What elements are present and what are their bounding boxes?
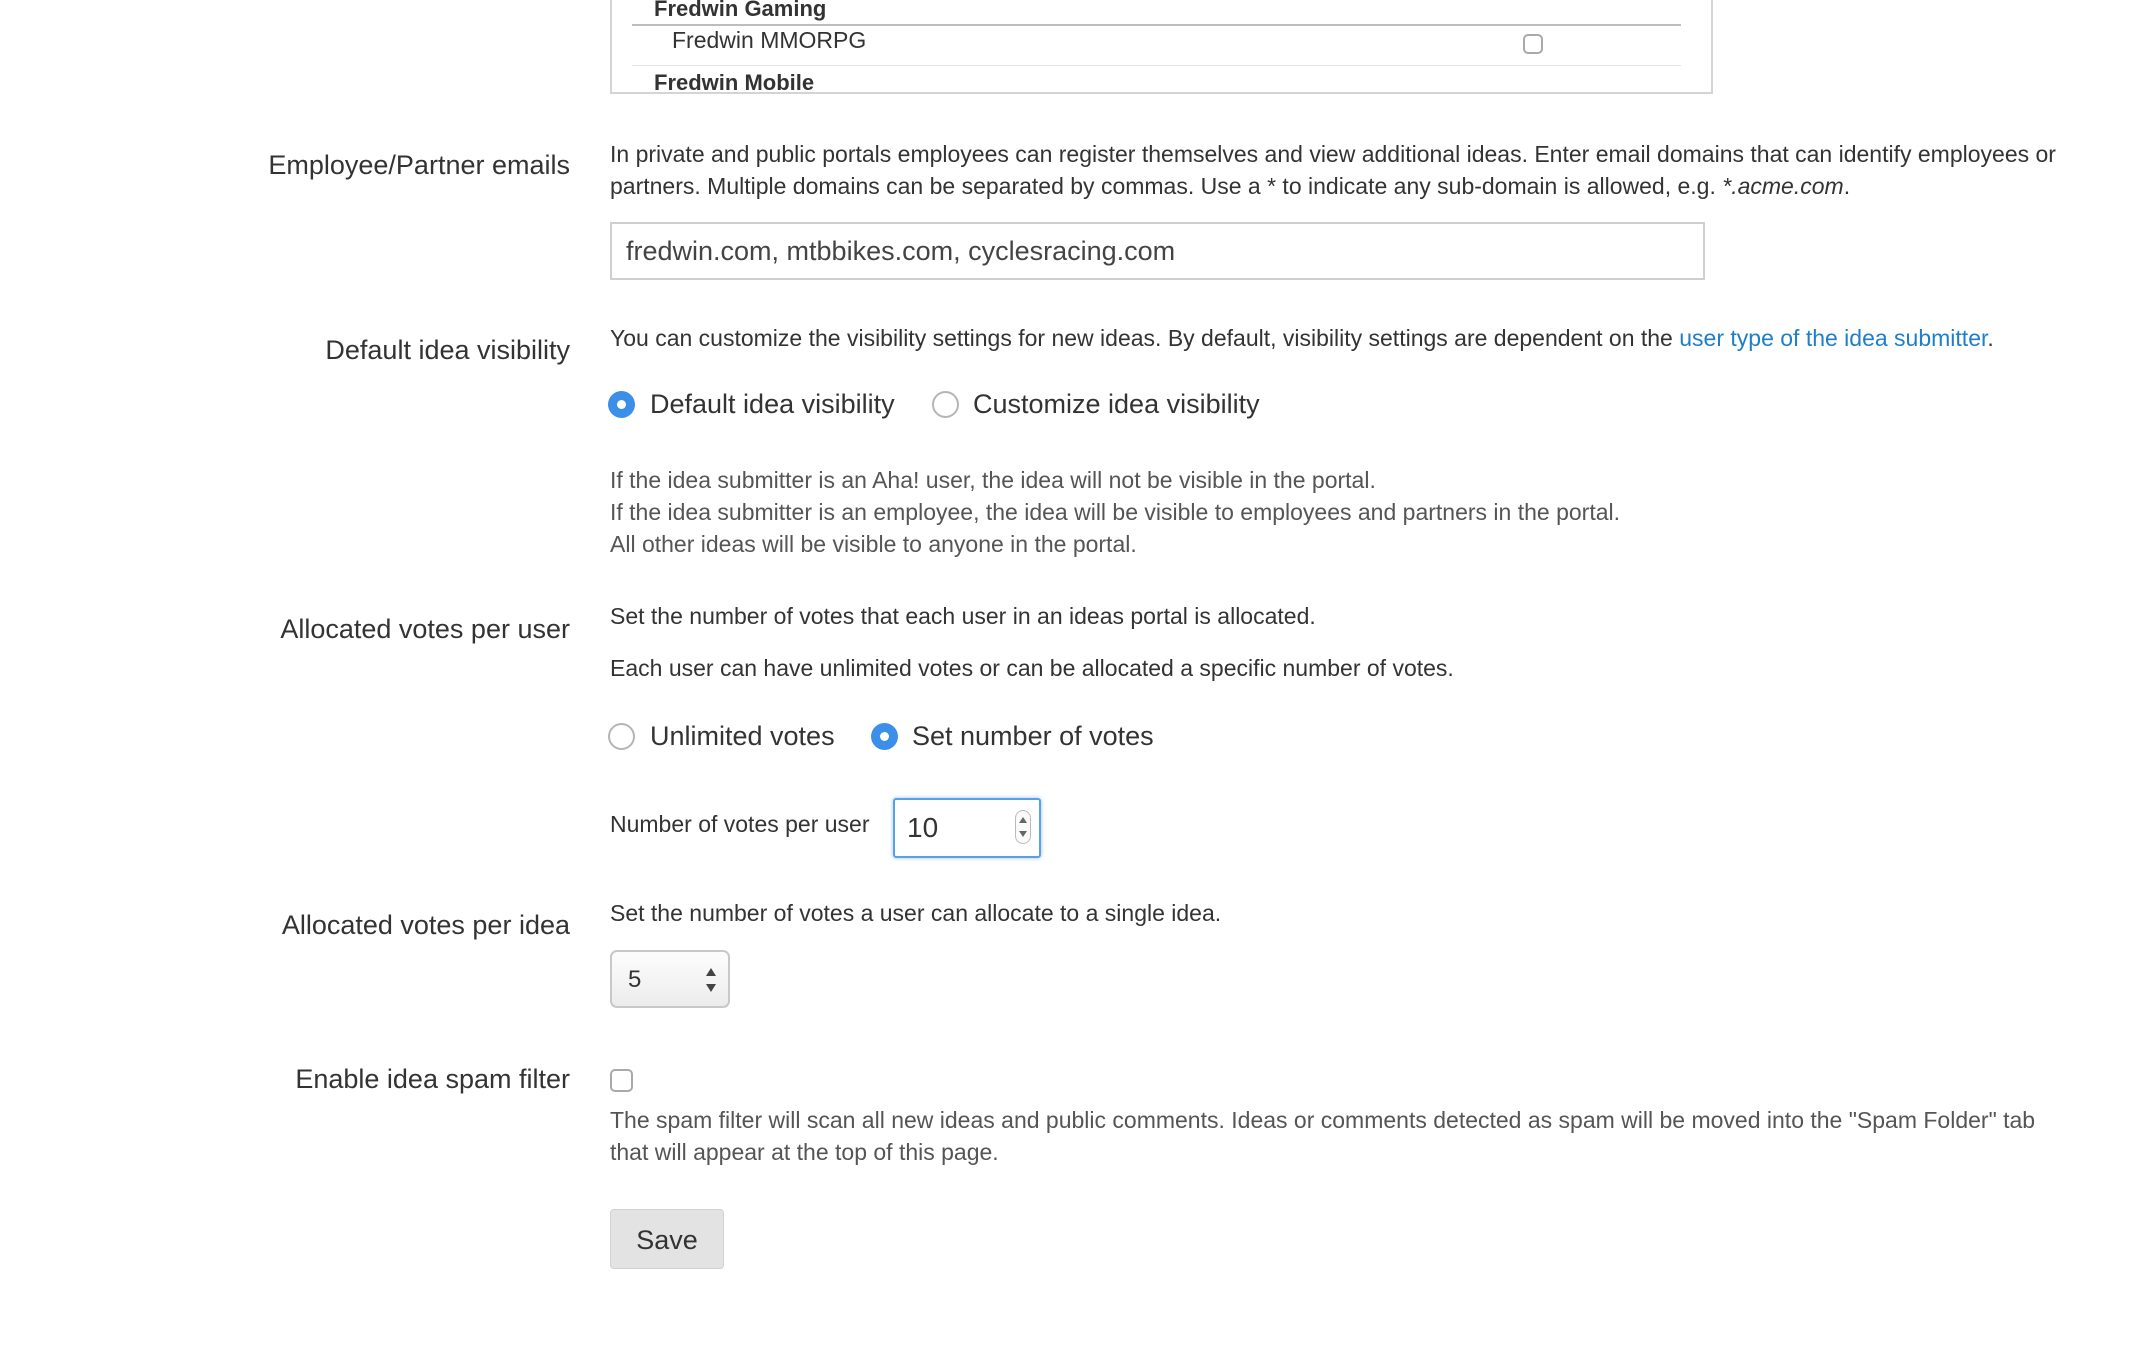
idea-visibility-description	[610, 322, 1994, 354]
spam-filter-desc-line2: that will appear at the top of this page.	[610, 1139, 999, 1165]
spam-filter-desc-line1: The spam filter will scan all new ideas and public comments. Ideas or comments detected as spam will be moved into the "Spam Folder" tab	[610, 1107, 2036, 1133]
select-arrows-icon	[706, 968, 716, 992]
desc-text: You can customize the visibility settings for new ideas. By default, visibility settings are dependent on the	[610, 325, 1680, 351]
product-group-title: Fredwin Mobile	[654, 70, 815, 94]
unlimited-votes-radio-label[interactable]: Unlimited votes	[650, 721, 835, 751]
spam-filter-description	[610, 1104, 2035, 1168]
votes-per-idea-description: Set the number of votes a user can allocate to a single idea.	[610, 900, 1222, 926]
employee-emails-desc-line2	[610, 170, 2154, 202]
arrow-down-icon	[706, 984, 716, 992]
votes-per-user-number-input[interactable]	[893, 798, 1041, 858]
visibility-info-line: If the idea submitter is an Aha! user, the idea will not be visible in the portal.	[610, 467, 1376, 493]
votes-per-user-desc2: Each user can have unlimited votes or can be allocated a specific number of votes.	[610, 655, 1454, 681]
votes-per-idea-select[interactable]	[610, 950, 730, 1008]
votes-per-idea-label: Allocated votes per idea	[281, 910, 570, 940]
votes-per-user-label: Allocated votes per user	[280, 614, 570, 644]
default-visibility-radio-label[interactable]: Default idea visibility	[650, 389, 895, 419]
spam-filter-checkbox[interactable]	[610, 1069, 633, 1092]
set-number-votes-radio-label[interactable]: Set number of votes	[912, 721, 1154, 751]
arrow-up-icon	[706, 968, 716, 976]
product-group-title: Fredwin Gaming	[654, 0, 827, 21]
votes-per-idea-select-value: 5	[628, 966, 642, 993]
visibility-info	[610, 464, 1620, 560]
number-spinner[interactable]	[1015, 810, 1031, 844]
spinner-up-icon[interactable]	[1019, 817, 1027, 823]
unlimited-votes-radio[interactable]	[608, 723, 635, 750]
user-type-link[interactable]: user type of the idea submitter	[1679, 325, 1988, 351]
product-list-item[interactable]	[632, 26, 1681, 66]
visibility-info-line: All other ideas will be visible to anyone in the portal.	[610, 531, 1137, 557]
default-visibility-radio[interactable]	[608, 391, 635, 418]
employee-emails-description	[610, 138, 2154, 202]
votes-per-user-desc1: Set the number of votes that each user in an ideas portal is allocated.	[610, 603, 1316, 629]
spinner-down-icon[interactable]	[1019, 831, 1027, 837]
desc-example: *.acme.com	[1722, 173, 1844, 199]
employee-emails-desc-line1: In private and public portals employees can register themselves and view additional ideas. Enter email domains that can identify employees or	[610, 141, 2056, 167]
employee-emails-label: Employee/Partner emails	[268, 150, 570, 180]
idea-visibility-label: Default idea visibility	[325, 335, 570, 365]
employee-emails-input[interactable]: fredwin.com, mtbbikes.com, cyclesracing.com	[610, 222, 1705, 280]
customize-visibility-radio-label[interactable]: Customize idea visibility	[973, 389, 1260, 419]
customize-visibility-radio[interactable]	[932, 391, 959, 418]
product-list[interactable]	[610, 0, 1713, 94]
save-button[interactable]: Save	[610, 1209, 724, 1269]
spam-filter-label: Enable idea spam filter	[295, 1064, 570, 1094]
desc-suffix: .	[1843, 173, 1851, 199]
desc-suffix: .	[1987, 325, 1994, 351]
product-item-label: Fredwin MMORPG	[672, 27, 867, 53]
item-divider	[632, 65, 1681, 66]
set-number-votes-radio[interactable]	[871, 723, 898, 750]
votes-per-user-number-label: Number of votes per user	[610, 811, 870, 837]
visibility-info-line: If the idea submitter is an employee, the idea will be visible to employees and partners in the portal.	[610, 499, 1621, 525]
product-item-checkbox[interactable]	[1523, 34, 1543, 54]
desc-text: partners. Multiple domains can be separated by commas. Use a * to indicate any sub-domain is allowed, e.g.	[610, 173, 1723, 199]
votes-per-user-number-value: 10	[907, 812, 939, 843]
